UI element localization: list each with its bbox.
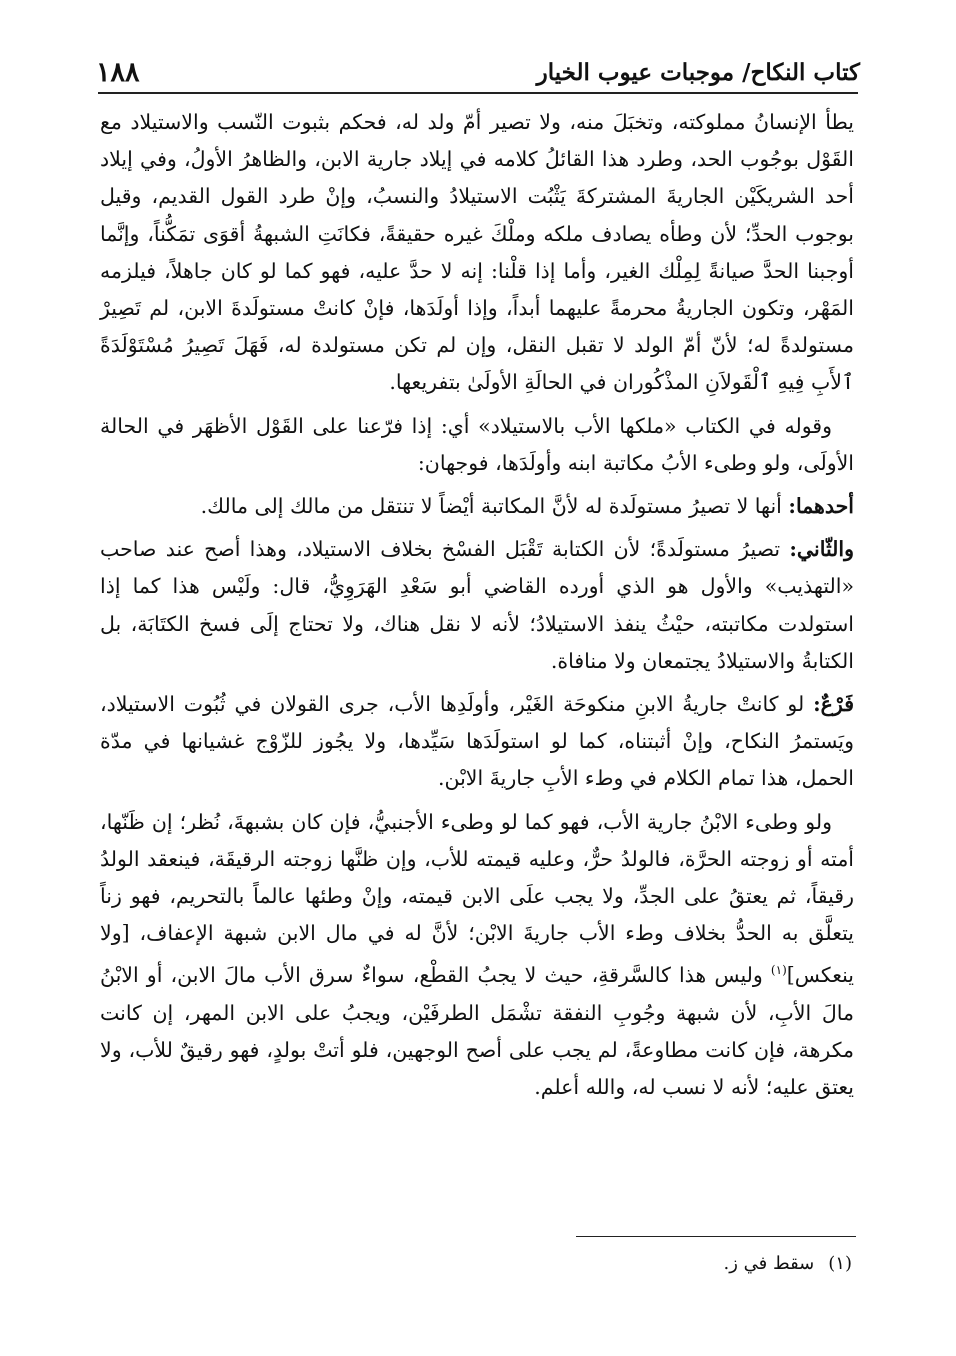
header-divider	[98, 92, 858, 94]
paragraph-6-text-b: وليس هذا كالسَّرقةِ، حيث لا يجبُ القطْع، سواءٌ سرق الأب مالَ الابن، أو الابْنُ مالَ الأبِ، لأن شبهة وجُوبِ النفقة تشْمَل الطرفَيْن، ويجبُ على الابن المهر، إن كانت مكرهة، فإن كانت مطاوعةً، لم يجب على أصح الوجهين، فلو أتتْ بولدٍ، فهو رقيقٌ للأب، ولا يعتق عليه؛ لأنه لا نسب له، والله أعلم.	[100, 963, 854, 1099]
paragraph-1: يطأ الإنسانُ مملوكته، وتخبَلَ منه، ولا تصير أمّ ولد له، فحكم بثبوت النّسب والاستيلاد مع القَوْل بوجُوب الحد، وطرد هذا القائلُ كلامه في إيلاد جارية الابن، والظاهرُ الأولُ، وفي إيلاد أحد الشريكَيْن الجاريةَ المشتركةَ يَثْبُت الاستيلادُ والنسبُ، وإنْ طرد القول القديم، وقيل بوجوب الحدِّ؛ لأن وطأه يصادف ملكه وملْكَ غيره حقيقةً، فكانَتِ الشبهةُ أقوَى تمَكُّناً، وإنَّما أوجبنا الحدَّ صيانةً لِمِلْك الغير، وأما إذا قلْنا: إنه لا حدَّ عليه، فهو كما لو كان جاهلاً، فيلزمه المَهْر، وتكون الجاريةُ محرمةً عليهما أبداً، وإذا أولَدَها، فإنْ كانتْ مستولَدةَ الابن، لم تَصِيرْ مستولدةً له؛ لأنّ أمّ الولد لا تقبل النقل، وإن لم تكن مستولدة له، فَهَلَ تَصِيرُ مُسْتَوْلَدَةً ٱلأَبِ فِيهِ ٱلْقَولاَنِ المذْكُوران في الحالَةِ الأولَىٰ بتفريعها.	[100, 110, 854, 395]
page-number: ١٨٨	[96, 57, 140, 88]
main-text	[100, 104, 854, 1112]
running-header	[96, 44, 860, 88]
footnote-text: سقط في ز.	[723, 1253, 815, 1274]
paragraph-5-lead: فَرْعٌ:	[813, 692, 854, 717]
paragraph-4-lead: والثّاني:	[789, 537, 854, 562]
footnote-divider	[576, 1236, 856, 1237]
paragraph-4	[100, 531, 854, 680]
paragraph-6-text-a: ولو وطىء الابْنُ جارية الأب، فهو كما لو وطىء الأجنبيُّ، فإن كان بشبهةَ، نُظر؛ إن ظَنّها، أمته أو زوجته الحرَّة، فالولدُ حرٌّ، وعليه قيمته للأب، وإن ظنَّها زوجته الرقيقَة، فينعقد الولدُ رقيقاً، ثم يعتقُ على الجدِّ، ولا يجب علَى الابن قيمته، وإنْ وطئها عالماً بالتحريم، فهو زناً يتعلَّق به الحدُّ بخلاف وطء الأب جاريةَ الابْن؛ لأنَّ له في مال الابن شبهة الإعفاف، [ولا ينعكس]	[100, 809, 854, 988]
paragraph-3-text: أنها لا تصيرُ مستولَدة له لأنَّ المكاتبة أيْضاً لا تنتقل من مالك إلى مالك.	[200, 494, 789, 519]
paragraph-5	[100, 686, 854, 798]
paragraph-2: وقوله في الكتاب «ملكها الأب بالاستيلاد» أي: إذا فرّعنا على القَوْل الأظهَر في الحالة الأولَى، ولو وطىء الأبُ مكاتبة ابنه وأولَدَها، فوجهان:	[100, 413, 854, 475]
footnote-reference[interactable]: (١)	[770, 963, 787, 978]
paragraph-3	[100, 488, 854, 525]
paragraph-5-text: لو كانتْ جاريةُ الابنِ منكوحَة الغَيْر، وأولَدِها الأب، جرى القولان في ثُبُوت الاستيلاد، ويَستمرُ النكاح، وإنْ أثبتناه، كما لو استولَدَها سَيِّدها، ولا يجُوز للزّوْج غشيانها في مدّة الحمل، هذا تمام الكلام في وطء الأبِ جاريةَ الابْن.	[100, 692, 854, 791]
footnote-number: (١)	[828, 1253, 852, 1274]
footnote	[100, 1250, 852, 1278]
paragraph-6	[100, 804, 854, 1106]
paragraph-3-lead: أحدهما:	[788, 494, 854, 519]
paragraph-4-text: تصيرُ مستولَدةً؛ لأن الكتابة تَقْبَل الفسْخ بخلاف الاستيلاد، وهذا أصح عند صاحب «التهذيب» والأول هو الذي أورده القاضي أبو سَعْدِ الهَرَوِيُّ، قال: ولَيْس هذا كما إذا استولدت مكاتبته، حيْثُ ينفذ الاستيلادُ؛ لأنه لا نقل هناك، ولا تحتاج إلَى فسخ الكتَابَة، بل الكتابةُ والاستيلادُ يجتمعان ولا منافاة.	[100, 537, 854, 673]
chapter-title: كتاب النكاح/ موجبات عيوب الخيار	[536, 59, 860, 86]
